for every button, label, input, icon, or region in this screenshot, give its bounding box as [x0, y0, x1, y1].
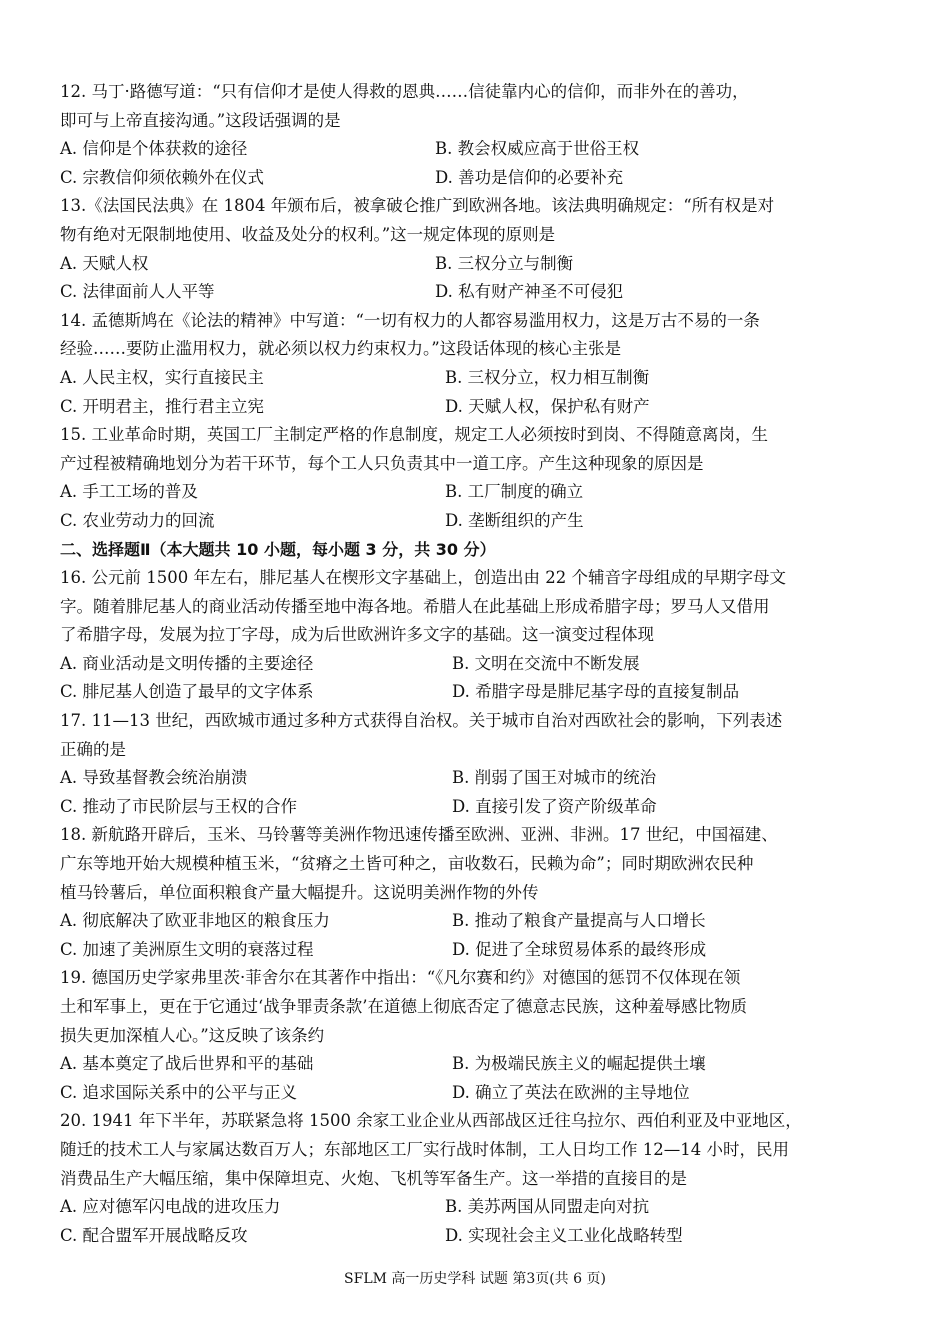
- question-text: 损失更加深植人心。”这反映了该条约: [60, 1025, 325, 1045]
- question-text: 正确的是: [60, 739, 126, 759]
- option-d: D. 私有财产神圣不可侵犯: [435, 282, 624, 302]
- option-b: B. 为极端民族主义的崛起提供土壤: [452, 1054, 706, 1074]
- page-footer: SFLM 高一历史学科 试题 第3页(共 6 页): [344, 1271, 606, 1287]
- question-text: 16. 公元前 1500 年左右，腓尼基人在楔形文字基础上，创造出由 22 个辅音字母组成的早期字母文: [60, 568, 786, 588]
- question-14: [60, 307, 890, 421]
- question-text: 广东等地开始大规模种植玉米，“贫瘠之土皆可种之，亩收数石，民赖为命”；同时期欧洲农民种: [60, 854, 754, 874]
- option-b: B. 教会权威应高于世俗王权: [435, 139, 640, 159]
- question-text: 15. 工业革命时期，英国工厂主制定严格的作息制度，规定工人必须按时到岗、不得随意离岗，生: [60, 425, 768, 445]
- question-text: 13.《法国民法典》在 1804 年颁布后，被拿破仑推广到欧洲各地。该法典明确规定：“所有权是对: [60, 196, 775, 216]
- option-a: A. 天赋人权: [60, 253, 149, 273]
- option-d: D. 希腊字母是腓尼基字母的直接复制品: [452, 682, 740, 702]
- question-text: 字。随着腓尼基人的商业活动传播至地中海各地。希腊人在此基础上形成希腊字母；罗马人又借用: [60, 596, 770, 616]
- option-b: B. 三权分立与制衡: [435, 253, 574, 273]
- option-b: B. 文明在交流中不断发展: [452, 653, 640, 673]
- exam-page: [60, 78, 890, 1250]
- question-17: [60, 707, 890, 821]
- option-c: C. 法律面前人人平等: [60, 282, 215, 302]
- question-12: [60, 78, 890, 192]
- option-d: D. 天赋人权，保护私有财产: [445, 396, 650, 416]
- question-text: 19. 德国历史学家弗里茨·菲舍尔在其著作中指出：“《凡尔赛和约》对德国的惩罚不仅体现在领: [60, 968, 741, 988]
- option-c: C. 宗教信仰须依赖外在仪式: [60, 167, 265, 187]
- question-text: 12. 马丁·路德写道：“只有信仰才是使人得救的恩典……信徒靠内心的信仰，而非外在的善功，: [60, 82, 749, 101]
- question-18: [60, 821, 890, 964]
- question-19: [60, 964, 890, 1107]
- question-15: [60, 421, 890, 535]
- option-d: D. 垄断组织的产生: [445, 510, 584, 530]
- question-text: 20. 1941 年下半年，苏联紧急将 1500 余家工业企业从西部战区迁往乌拉尔、西伯利亚及中亚地区，: [60, 1111, 802, 1131]
- question-text: 即可与上帝直接沟通。”这段话强调的是: [60, 110, 341, 130]
- option-a: A. 人民主权，实行直接民主: [60, 367, 264, 387]
- question-13: [60, 192, 890, 306]
- option-c: C. 推动了市民阶层与王权的合作: [60, 796, 298, 816]
- question-text: 14. 孟德斯鸠在《论法的精神》中写道：“一切有权力的人都容易滥用权力，这是万古不易的一条: [60, 310, 760, 330]
- option-a: A. 手工工场的普及: [60, 482, 198, 502]
- question-text: 物有绝对无限制地使用、收益及处分的权利。”这一规定体现的原则是: [60, 224, 556, 244]
- option-b: B. 工厂制度的确立: [445, 482, 584, 502]
- question-16: [60, 564, 890, 707]
- question-text: 18. 新航路开辟后，玉米、马铃薯等美洲作物迅速传播至欧洲、亚洲、非洲。17 世纪，中国福建、: [60, 825, 778, 845]
- option-d: D. 促进了全球贸易体系的最终形成: [452, 939, 707, 959]
- question-text: 植马铃薯后，单位面积粮食产量大幅提升。这说明美洲作物的外传: [60, 882, 539, 902]
- option-d: D. 直接引发了资产阶级革命: [452, 796, 657, 816]
- question-text: 土和军事上，更在于它通过‘战争罪责条款’在道德上彻底否定了德意志民族，这种羞辱感比物质: [60, 997, 747, 1016]
- section-heading: 二、选择题Ⅱ（本大题共 10 小题，每小题 3 分，共 30 分）: [60, 539, 496, 559]
- question-text: 产过程被精确地划分为若干环节，每个工人只负责其中一道工序。产生这种现象的原因是: [60, 453, 704, 473]
- option-d: D. 善功是信仰的必要补充: [435, 167, 624, 187]
- option-a: A. 应对德军闪电战的进攻压力: [60, 1197, 281, 1217]
- option-c: C. 腓尼基人创造了最早的文字体系: [60, 682, 314, 702]
- question-20: [60, 1107, 890, 1250]
- option-c: C. 开明君主，推行君主立宪: [60, 396, 265, 416]
- option-c: C. 农业劳动力的回流: [60, 510, 215, 530]
- option-c: C. 配合盟军开展战略反攻: [60, 1225, 248, 1245]
- option-b: B. 削弱了国王对城市的统治: [452, 768, 657, 788]
- option-c: C. 加速了美洲原生文明的衰落过程: [60, 939, 314, 959]
- option-c: C. 追求国际关系中的公平与正义: [60, 1082, 298, 1102]
- option-a: A. 商业活动是文明传播的主要途径: [60, 653, 314, 673]
- option-a: A. 彻底解决了欧亚非地区的粮食压力: [60, 911, 330, 931]
- question-text: 了希腊字母，发展为拉丁字母，成为后世欧洲许多文字的基础。这一演变过程体现: [60, 625, 654, 645]
- option-d: D. 实现社会主义工业化战略转型: [445, 1225, 683, 1245]
- question-text: 经验……要防止滥用权力，就必须以权力约束权力。”这段话体现的核心主张是: [60, 339, 622, 359]
- question-text: 17. 11—13 世纪，西欧城市通过多种方式获得自治权。关于城市自治对西欧社会的影响，下列表述: [60, 711, 783, 731]
- option-d: D. 确立了英法在欧洲的主导地位: [452, 1082, 690, 1102]
- question-text: 随迁的技术工人与家属达数百万人；东部地区工厂实行战时体制，工人日均工作 12—14 小时，民用: [60, 1139, 789, 1159]
- option-b: B. 美苏两国从同盟走向对抗: [445, 1197, 650, 1217]
- question-text: 消费品生产大幅压缩，集中保障坦克、火炮、飞机等军备生产。这一举措的直接目的是: [60, 1168, 687, 1188]
- option-a: A. 基本奠定了战后世界和平的基础: [60, 1054, 314, 1074]
- option-b: B. 推动了粮食产量提高与人口增长: [452, 911, 706, 931]
- option-b: B. 三权分立，权力相互制衡: [445, 367, 650, 387]
- option-a: A. 导致基督教会统治崩溃: [60, 768, 248, 788]
- option-a: A. 信仰是个体获救的途径: [60, 139, 248, 159]
